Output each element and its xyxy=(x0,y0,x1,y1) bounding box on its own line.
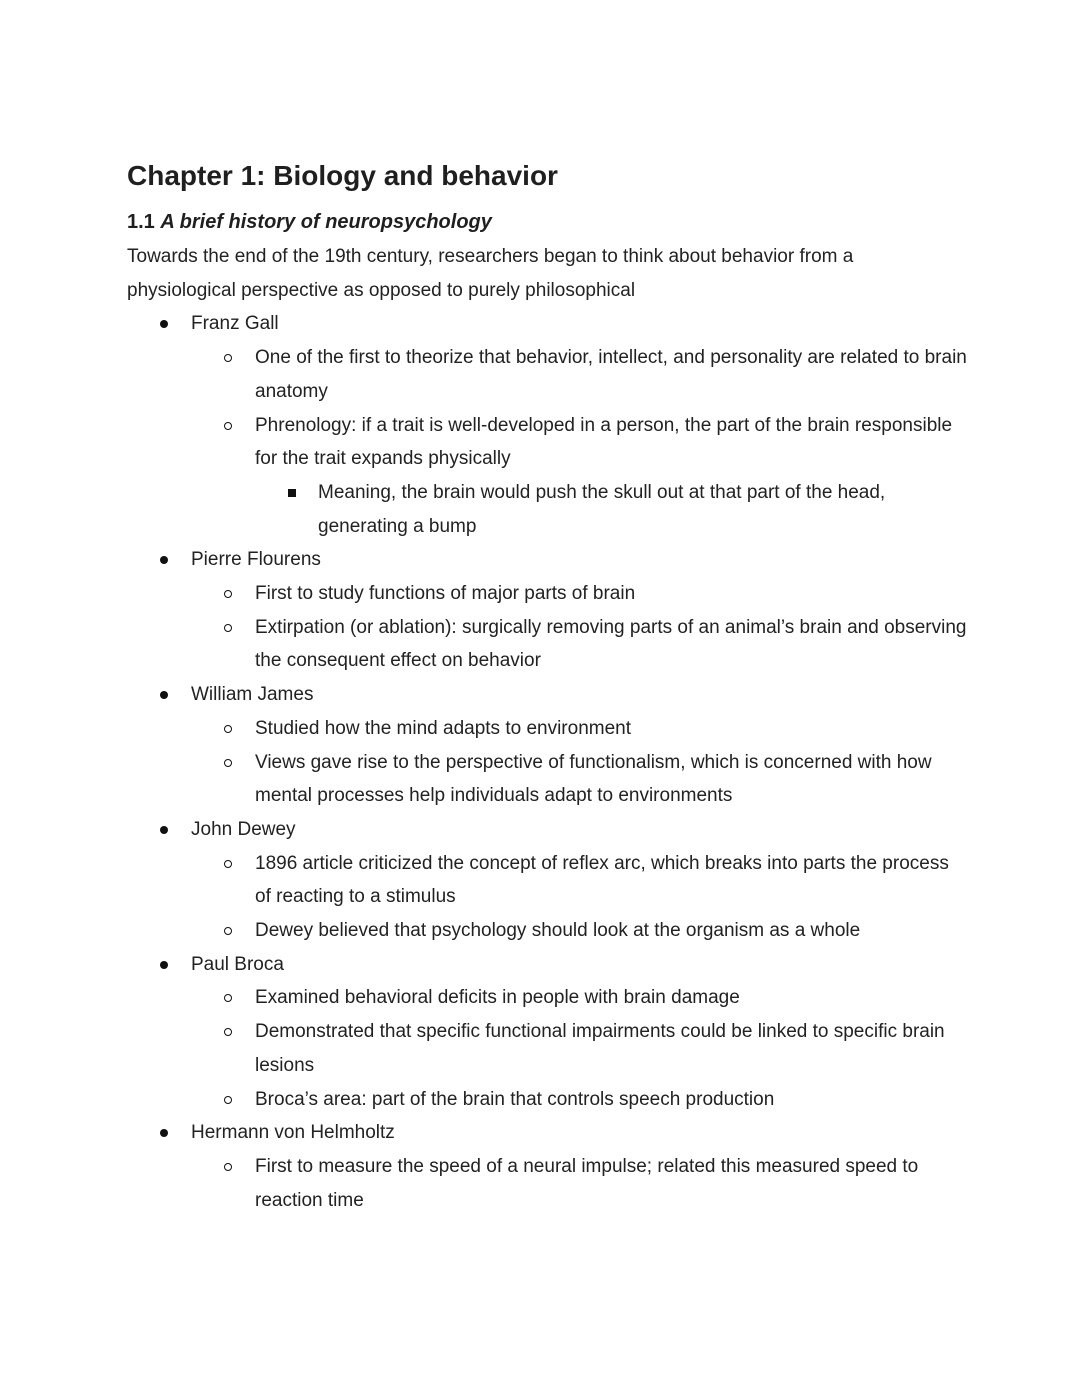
list-item-text: One of the first to theorize that behavior, intellect, and personality are related to brain anatomy xyxy=(255,347,967,402)
page-title: Chapter 1: Biology and behavior xyxy=(127,160,558,191)
list-item-text: Views gave rise to the perspective of functionalism, which is concerned with how mental processes help individuals adapt to environments xyxy=(255,751,932,807)
person-name: William James xyxy=(191,684,314,706)
list-item xyxy=(191,981,967,1015)
list-item xyxy=(191,847,967,914)
hollow-circle-bullet-icon xyxy=(224,624,232,632)
list-item xyxy=(191,1083,967,1117)
list-item-text: Phrenology: if a trait is well-developed in a person, the part of the brain responsible for the trait expands physically xyxy=(255,414,953,470)
list-item xyxy=(191,712,967,746)
hollow-circle-bullet-icon xyxy=(224,590,232,598)
list-item xyxy=(191,746,967,813)
list-item-text: Broca’s area: part of the brain that controls speech production xyxy=(255,1088,775,1110)
list-item xyxy=(255,476,967,543)
people-list xyxy=(127,307,967,1217)
person-name: Pierre Flourens xyxy=(191,549,321,571)
person-name: Franz Gall xyxy=(191,313,279,335)
list-item xyxy=(191,1015,967,1082)
list-item-text: Studied how the mind adapts to environment xyxy=(255,717,632,739)
sub-list xyxy=(191,712,967,813)
hollow-circle-bullet-icon xyxy=(224,860,232,868)
hollow-circle-bullet-icon xyxy=(224,1028,232,1036)
filled-circle-bullet-icon xyxy=(160,691,168,699)
sub-sub-list xyxy=(255,476,967,543)
list-item-text: Extirpation (or ablation): surgically removing parts of an animal’s brain and observing the consequent effect on behavior xyxy=(255,616,967,672)
list-item-john-dewey xyxy=(127,813,967,948)
section-heading xyxy=(127,209,967,235)
list-item-hermann-von-helmholtz xyxy=(127,1116,967,1217)
filled-circle-bullet-icon xyxy=(160,320,168,328)
hollow-circle-bullet-icon xyxy=(224,725,232,733)
list-item xyxy=(191,341,967,408)
sub-list xyxy=(191,577,967,678)
section-title: A brief history of neuropsychology xyxy=(160,211,492,233)
list-item-text: Dewey believed that psychology should look at the organism as a whole xyxy=(255,920,861,942)
square-bullet-icon xyxy=(288,489,296,497)
hollow-circle-bullet-icon xyxy=(224,1096,232,1104)
filled-circle-bullet-icon xyxy=(160,826,168,834)
list-item xyxy=(191,914,967,948)
filled-circle-bullet-icon xyxy=(160,1129,168,1137)
list-item-text: 1896 article criticized the concept of reflex arc, which breaks into parts the process of reacting to a stimulus xyxy=(255,852,949,908)
list-item-paul-broca xyxy=(127,948,967,1117)
person-name: Paul Broca xyxy=(191,953,284,975)
sub-list xyxy=(191,1150,967,1217)
hollow-circle-bullet-icon xyxy=(224,422,232,430)
hollow-circle-bullet-icon xyxy=(224,759,232,767)
list-item xyxy=(191,1150,967,1217)
list-item-william-james xyxy=(127,678,967,813)
document-page xyxy=(127,156,967,1217)
list-item-text: First to study functions of major parts of brain xyxy=(255,583,636,605)
list-item-text: Demonstrated that specific functional impairments could be linked to specific brain lesions xyxy=(255,1021,945,1076)
sub-list xyxy=(191,341,967,543)
sub-list xyxy=(191,981,967,1116)
list-item xyxy=(191,577,967,611)
hollow-circle-bullet-icon xyxy=(224,994,232,1002)
list-item xyxy=(191,611,967,678)
filled-circle-bullet-icon xyxy=(160,961,168,969)
sub-list xyxy=(191,847,967,948)
list-item-text: Meaning, the brain would push the skull out at that part of the head, generating a bump xyxy=(318,481,886,537)
list-item xyxy=(191,409,967,544)
section-number: 1.1 xyxy=(127,211,155,233)
filled-circle-bullet-icon xyxy=(160,556,168,564)
list-item-pierre-flourens xyxy=(127,543,967,678)
person-name: John Dewey xyxy=(191,818,296,840)
hollow-circle-bullet-icon xyxy=(224,354,232,362)
person-name: Hermann von Helmholtz xyxy=(191,1122,395,1144)
list-item-text: First to measure the speed of a neural impulse; related this measured speed to reaction time xyxy=(255,1155,919,1211)
hollow-circle-bullet-icon xyxy=(224,1163,232,1171)
hollow-circle-bullet-icon xyxy=(224,927,232,935)
list-item-text: Examined behavioral deficits in people with brain damage xyxy=(255,987,740,1009)
intro-paragraph: Towards the end of the 19th century, researchers began to think about behavior from a physiological perspective as opposed to purely philosophical xyxy=(127,246,854,301)
list-item-franz-gall xyxy=(127,307,967,543)
